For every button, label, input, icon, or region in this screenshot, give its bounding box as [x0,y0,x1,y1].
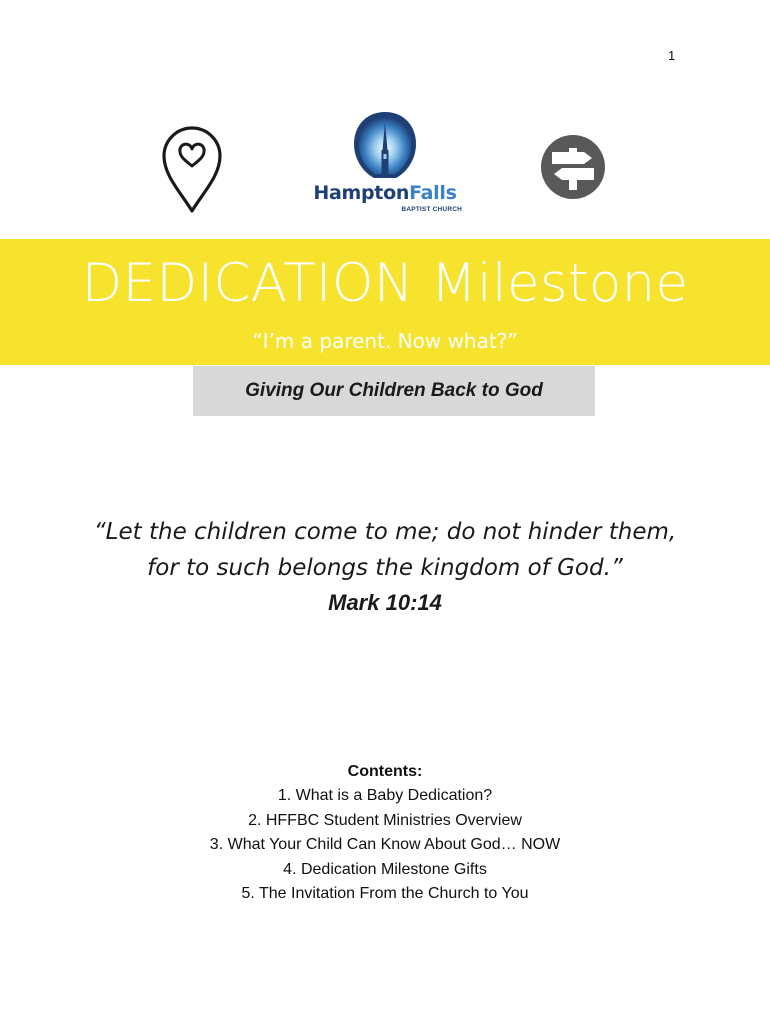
steeple-logo-icon [350,110,420,182]
contents-item: 4. Dedication Milestone Gifts [283,860,487,878]
tagline: Giving Our Children Back to God [245,380,543,401]
signpost-icon [540,134,606,200]
contents-item: 1. What is a Baby Dedication? [277,787,493,804]
tagline-box [193,366,595,416]
contents-heading: Contents: [347,763,423,780]
contents-item: 3. What Your Child Can Know About God… NOW [209,836,561,853]
scripture-quote [0,514,770,620]
banner-subtitle: “I’m a parent. Now what?” [252,329,518,353]
contents-list [0,784,770,907]
quote-reference: Mark 10:14 [328,590,442,615]
logo-name-bold: Hampton [313,182,410,204]
church-logo [300,110,470,220]
title-banner [0,239,770,365]
header-icon-row [0,110,770,220]
logo-name-light: Falls [409,182,457,204]
map-pin-heart-icon [160,124,224,214]
logo-subtitle: BAPTIST CHURCH [401,206,462,213]
quote-line-1: “Let the children come to me; do not hinder them, [93,519,677,545]
quote-line-2: for to such belongs the kingdom of God.” [147,555,623,581]
logo-wordmark [300,182,470,204]
table-of-contents [0,760,770,907]
contents-item: 5. The Invitation From the Church to You [241,885,529,902]
contents-item: 2. HFFBC Student Ministries Overview [248,811,522,829]
page-number: 1 [668,48,676,63]
page-title: DEDICATION Milestone [81,253,689,314]
